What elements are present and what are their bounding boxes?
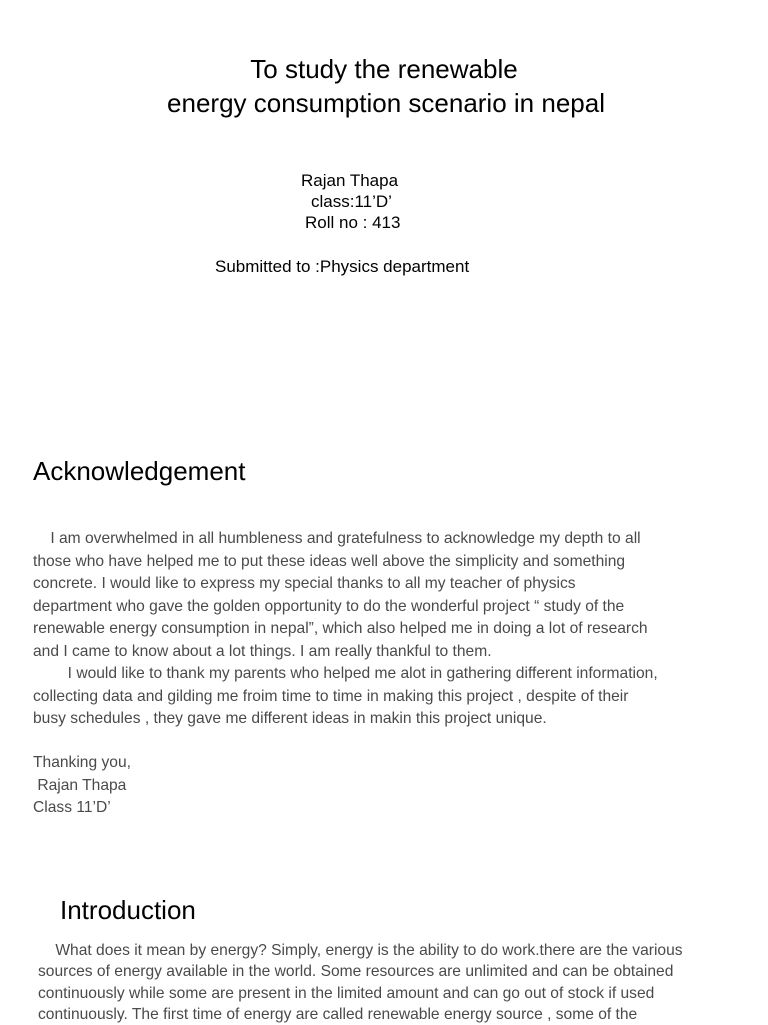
paragraph-line: I am overwhelmed in all humbleness and gratefulness to acknowledge my depth to all: [33, 530, 641, 547]
signoff-thanks: Thanking you,: [33, 754, 131, 771]
paragraph-line: renewable energy consumption in nepal”, which also helped me in doing a lot of research: [33, 620, 648, 637]
acknowledgement-heading: Acknowledgement: [33, 456, 246, 486]
paragraph-line: sources of energy available in the world. Some resources are unlimited and can be obtained: [38, 963, 674, 981]
paragraph-line: and I came to know about a lot things. I am really thankful to them.: [33, 642, 492, 660]
paragraph-line: concrete. I would like to express my special thanks to all my teacher of physics: [33, 575, 576, 592]
signoff-block: [33, 752, 131, 820]
introduction-heading: Introduction: [60, 895, 196, 925]
paragraph-line: continuously. The first time of energy are called renewable energy source , some of the: [38, 1005, 638, 1023]
paragraph-line: collecting data and gilding me froim time to time in making this project , despite of their: [33, 687, 629, 705]
paragraph-line: busy schedules , they gave me different ideas in makin this project unique.: [33, 710, 547, 727]
acknowledgement-body: [33, 528, 658, 731]
paragraph-line: continuously while some are present in the limited amount and can go out of stock if used: [38, 984, 655, 1002]
introduction-body: [38, 940, 683, 1025]
title-line-2: energy consumption scenario in nepal: [167, 88, 605, 118]
signoff-class: Class 11’D’: [33, 799, 111, 816]
paragraph-line: those who have helped me to put these ideas well above the simplicity and something: [33, 552, 626, 570]
title-line-1: To study the renewable: [250, 54, 518, 84]
paragraph-line: department who gave the golden opportunity to do the wonderful project “ study of the: [33, 597, 625, 615]
roll-number: Roll no : 413: [305, 213, 401, 232]
signoff-name: Rajan Thapa: [33, 776, 127, 794]
paragraph-line: I would like to thank my parents who helped me alot in gathering different information,: [33, 665, 658, 682]
submitted-to: Submitted to :Physics department: [215, 257, 470, 276]
author-name: Rajan Thapa: [301, 171, 399, 190]
paragraph-line: What does it mean by energy? Simply, energy is the ability to do work.there are the various: [38, 942, 683, 959]
author-class: class:11’D’: [311, 192, 392, 211]
